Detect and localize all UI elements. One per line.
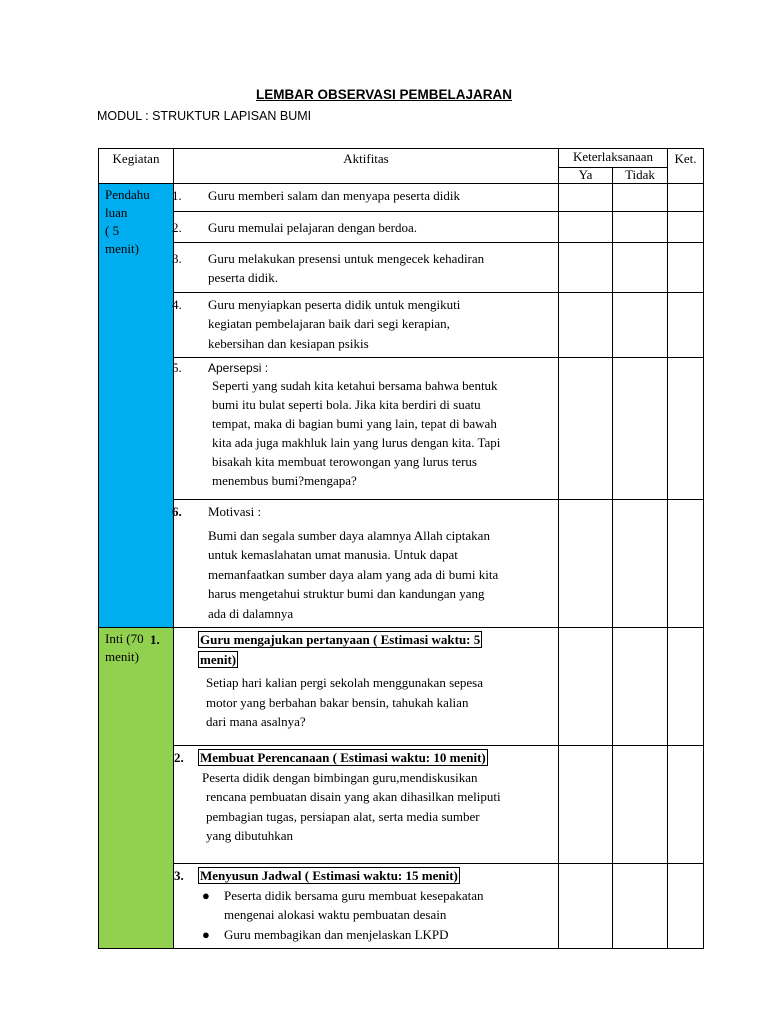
stage-line: menit): [105, 649, 139, 664]
activity-heading: Menyusun Jadwal ( Estimasi waktu: 15 menit): [200, 868, 458, 883]
check-ya[interactable]: [559, 292, 613, 358]
observation-table: [98, 148, 704, 949]
ket-cell[interactable]: [668, 292, 704, 358]
table-row: [99, 292, 704, 358]
check-tidak[interactable]: [613, 628, 668, 746]
activity-heading: menit): [200, 651, 237, 667]
header-ket: Ket.: [668, 149, 704, 184]
stage-line: menit): [105, 241, 139, 256]
header-keterlaksanaan: Keterlaksanaan: [559, 149, 668, 168]
stage-line: Inti (70: [105, 631, 144, 646]
stage-pendahuluan: [99, 184, 174, 628]
table-row: [99, 184, 704, 212]
activity-heading: Membuat Perencanaan ( Estimasi waktu: 10 menit): [200, 750, 486, 765]
activity-text: kebersihan dan kesiapan psikis: [208, 335, 369, 351]
activity-text: bisakah kita membuat terowongan yang lurus terus: [212, 454, 477, 469]
row-number: 3.: [172, 250, 182, 266]
activity-text: kegiatan pembelajaran baik dari segi kerapian,: [208, 316, 450, 331]
ket-cell[interactable]: [668, 242, 704, 292]
activity-text: tempat, maka di bagian bumi yang lain, tepat di bawah: [212, 416, 497, 431]
check-ya[interactable]: [559, 500, 613, 628]
activity-text: Peserta didik bersama guru membuat kesepakatan: [224, 887, 484, 903]
activity-text: peserta didik.: [208, 270, 279, 285]
table-row: [99, 242, 704, 292]
check-ya[interactable]: [559, 358, 613, 500]
row-number: 1.: [172, 188, 182, 203]
activity-text: Seperti yang sudah kita ketahui bersama bahwa bentuk: [212, 378, 498, 393]
check-tidak[interactable]: [613, 864, 668, 949]
ket-cell[interactable]: [668, 358, 704, 500]
stage-line: Pendahu: [105, 187, 150, 202]
table-row: [99, 628, 704, 746]
activity-text: kita ada juga makhluk lain yang lurus dengan kita. Tapi: [212, 435, 501, 450]
activity-text: menembus bumi?mengapa?: [212, 473, 357, 488]
check-tidak[interactable]: [613, 212, 668, 243]
header-tidak: Tidak: [613, 167, 668, 183]
header-ya: Ya: [559, 167, 613, 183]
activity-text: dari mana asalnya?: [206, 714, 306, 729]
check-tidak[interactable]: [613, 746, 668, 864]
table-row: [99, 864, 704, 949]
activity-cell: [174, 242, 559, 292]
ket-cell[interactable]: [668, 864, 704, 949]
ket-cell[interactable]: [668, 500, 704, 628]
activity-label: Apersepsi :: [208, 361, 269, 375]
row-number: 4.: [172, 296, 182, 312]
activity-cell: [174, 184, 559, 212]
module-label: MODUL : STRUKTUR LAPISAN BUMI: [97, 109, 312, 123]
activity-cell: [150, 628, 559, 746]
stage-line: luan: [105, 205, 128, 220]
table-row: [99, 358, 704, 500]
activity-text: motor yang berbahan bakar bensin, tahukah kalian: [206, 694, 469, 710]
bullet-icon: ●: [202, 926, 210, 942]
activity-text: mengenai alokasi waktu pembuatan desain: [224, 907, 447, 922]
check-ya[interactable]: [559, 212, 613, 243]
row-number: 5.: [172, 360, 182, 375]
activity-text: harus mengetahui struktur bumi dan kandungan yang: [208, 586, 485, 601]
check-tidak[interactable]: [613, 242, 668, 292]
table-row: [99, 212, 704, 243]
check-ya[interactable]: [559, 628, 613, 746]
activity-cell: [174, 864, 559, 949]
check-tidak[interactable]: [613, 184, 668, 212]
activity-text: bumi itu bulat seperti bola. Jika kita berdiri di suatu: [212, 397, 481, 412]
activity-text: Peserta didik dengan bimbingan guru,mendiskusikan: [202, 769, 478, 785]
activity-cell: [174, 500, 559, 628]
ket-cell[interactable]: [668, 746, 704, 864]
stage-inti: [99, 628, 174, 949]
activity-cell: [174, 212, 559, 243]
activity-text: untuk kemaslahatan umat manusia. Untuk dapat: [208, 547, 458, 562]
check-ya[interactable]: [559, 864, 613, 949]
check-ya[interactable]: [559, 242, 613, 292]
activity-text: Bumi dan segala sumber daya alamnya Allah ciptakan: [208, 527, 490, 543]
stage-line: ( 5: [105, 223, 120, 238]
activity-heading: Guru mengajukan pertanyaan ( Estimasi waktu: 5: [200, 632, 481, 647]
ket-cell[interactable]: [668, 212, 704, 243]
bullet-icon: ●: [202, 887, 210, 903]
row-number: 1.: [150, 632, 160, 647]
table-header-row: [99, 149, 704, 168]
activity-text: rencana pembuatan disain yang akan dihasilkan meliputi: [206, 789, 501, 804]
activity-text: ada di dalamnya: [208, 605, 294, 621]
activity-cell: [174, 746, 559, 864]
activity-text: memanfaatkan sumber daya alam yang ada di bumi kita: [208, 566, 499, 582]
activity-cell: [174, 358, 559, 500]
activity-text: yang dibutuhkan: [206, 828, 294, 843]
row-number: 2.: [172, 220, 182, 235]
check-tidak[interactable]: [613, 358, 668, 500]
activity-text: Guru memberi salam dan menyapa peserta didik: [208, 188, 460, 203]
row-number: 2.: [174, 750, 184, 765]
list-item: [174, 925, 554, 945]
ket-cell[interactable]: [668, 628, 704, 746]
row-number: 6.: [172, 504, 182, 519]
ket-cell[interactable]: [668, 184, 704, 212]
check-ya[interactable]: [559, 746, 613, 864]
table-row: [99, 500, 704, 628]
row-number: 3.: [174, 868, 184, 883]
list-item: [174, 886, 554, 925]
header-aktifitas: Aktifitas: [174, 149, 559, 184]
activity-text: Guru memulai pelajaran dengan berdoa.: [208, 220, 417, 235]
activity-text: Guru membagikan dan menjelaskan LKPD: [224, 926, 449, 942]
activity-text: Guru menyiapkan peserta didik untuk mengikuti: [208, 296, 461, 312]
activity-cell: [174, 292, 559, 358]
activity-text: pembagian tugas, persiapan alat, serta media sumber: [206, 808, 480, 824]
check-tidak[interactable]: [613, 500, 668, 628]
activity-label: Motivasi :: [208, 504, 262, 519]
document-title: LEMBAR OBSERVASI PEMBELAJARAN: [255, 87, 513, 102]
table-row: [99, 746, 704, 864]
header-kegiatan: Kegiatan: [99, 149, 174, 184]
check-ya[interactable]: [559, 184, 613, 212]
check-tidak[interactable]: [613, 292, 668, 358]
activity-text: Guru melakukan presensi untuk mengecek kehadiran: [208, 250, 485, 266]
activity-text: Setiap hari kalian pergi sekolah menggunakan sepesa: [206, 675, 484, 690]
